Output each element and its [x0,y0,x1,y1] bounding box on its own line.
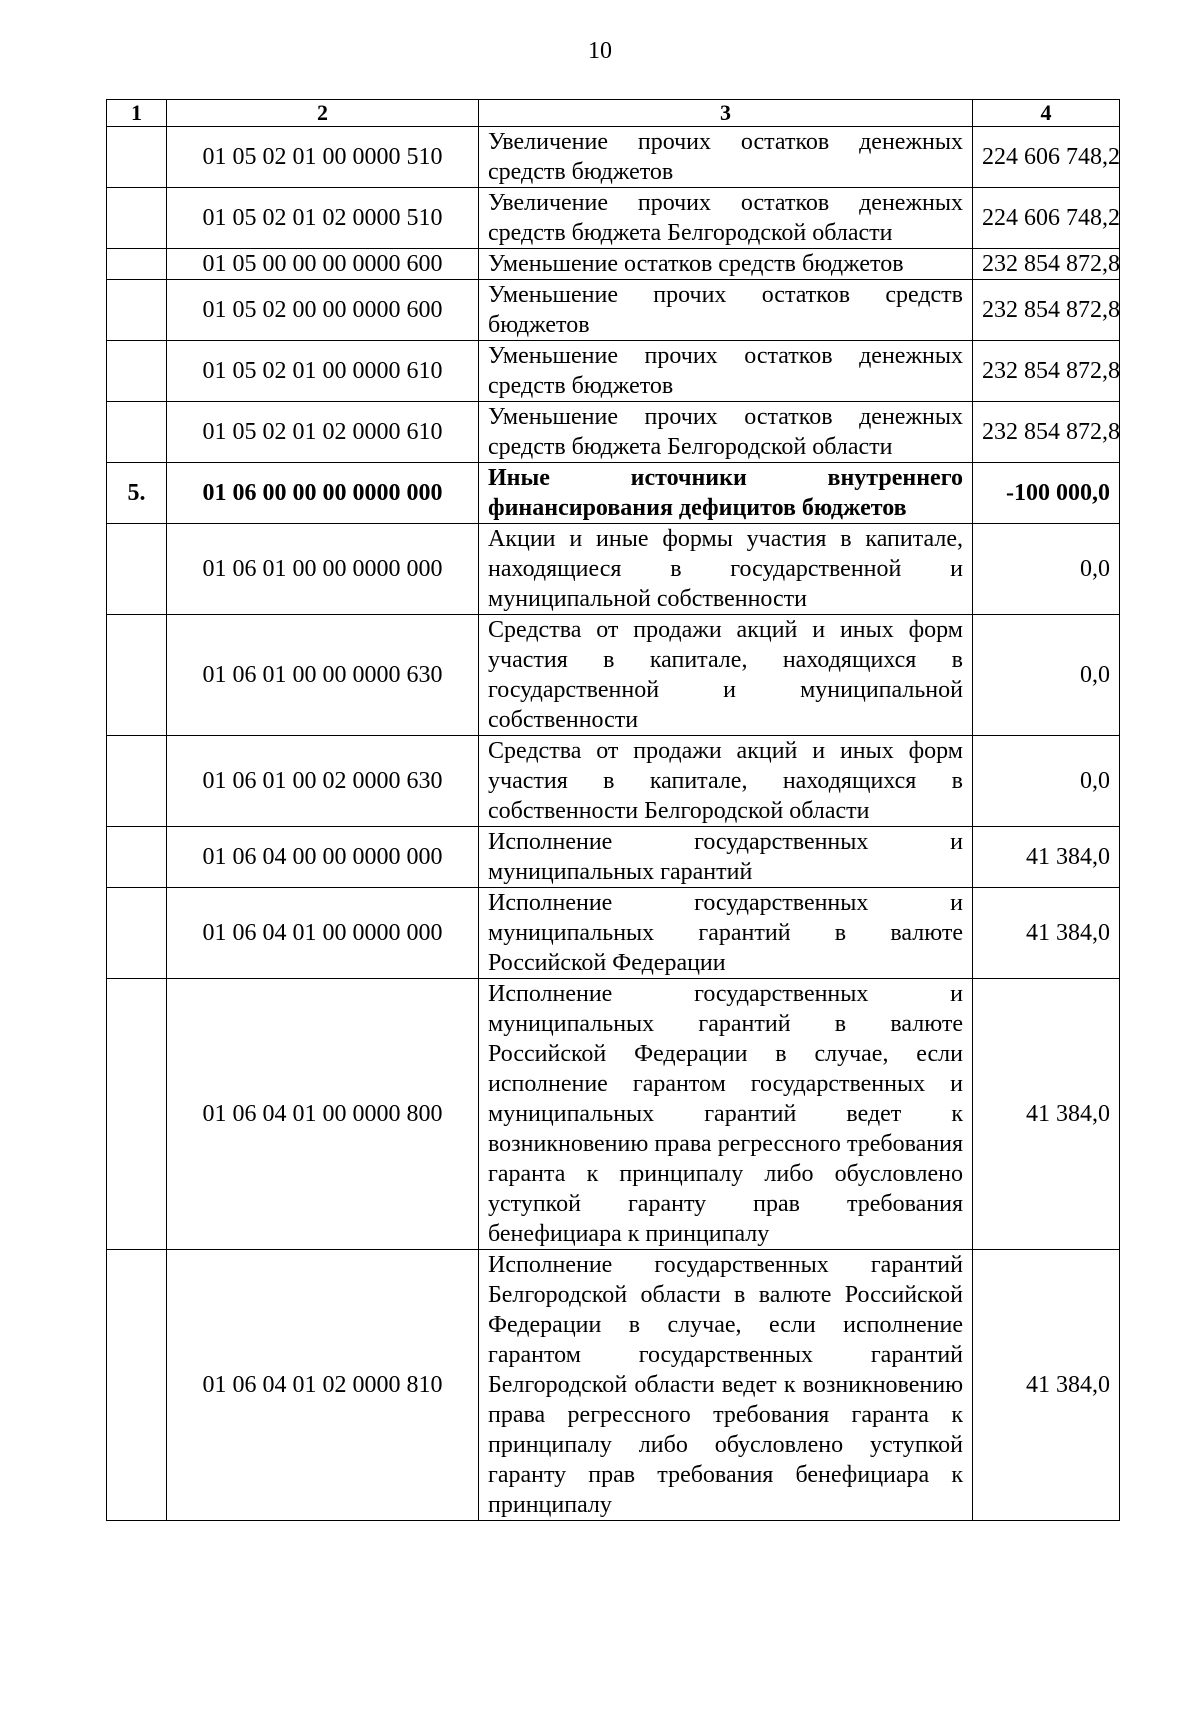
table-row [107,615,1120,736]
budget-code: 01 06 04 00 00 0000 000 [167,827,479,888]
row-number [107,127,167,188]
table-row [107,341,1120,402]
budget-code: 01 06 00 00 00 0000 000 [167,463,479,524]
table-row [107,463,1120,524]
table-row [107,280,1120,341]
table-row [107,402,1120,463]
row-number [107,341,167,402]
source-description: Средства от продажи акций и иных форм участия в капитале, находящихся в собственности Белгородской области [479,736,973,827]
row-number [107,615,167,736]
table-row [107,188,1120,249]
source-description: Уменьшение прочих остатков средств бюджетов [479,280,973,341]
amount-value: 0,0 [973,615,1120,736]
row-number [107,249,167,280]
budget-code: 01 06 04 01 02 0000 810 [167,1250,479,1521]
row-number [107,188,167,249]
amount-value: 232 854 872,8 [973,280,1120,341]
source-description: Иные источники внутреннего финансирования дефицитов бюджетов [479,463,973,524]
amount-value: 0,0 [973,524,1120,615]
budget-sources-table [106,99,1120,1521]
row-number [107,888,167,979]
header-col-2: 2 [167,100,479,127]
row-number [107,280,167,341]
source-description: Акции и иные формы участия в капитале, находящиеся в государственной и муниципальной собственности [479,524,973,615]
row-number: 5. [107,463,167,524]
table-row [107,827,1120,888]
source-description: Средства от продажи акций и иных форм участия в капитале, находящихся в государственной и муниципальной собственности [479,615,973,736]
budget-code: 01 05 02 01 00 0000 610 [167,341,479,402]
source-description: Увеличение прочих остатков денежных средств бюджета Белгородской области [479,188,973,249]
table-row [107,736,1120,827]
budget-code: 01 05 00 00 00 0000 600 [167,249,479,280]
row-number [107,827,167,888]
table-row [107,979,1120,1250]
amount-value: -100 000,0 [973,463,1120,524]
budget-code: 01 05 02 01 02 0000 610 [167,402,479,463]
source-description: Исполнение государственных и муниципальных гарантий в валюте Российской Федерации в случае, если исполнение гарантом государственных и муниципальных гарантий ведет к возникновению права регрессного требования гаранта к принципалу либо обусловлено уступкой гаранту прав требования бенефициара к принципалу [479,979,973,1250]
amount-value: 41 384,0 [973,888,1120,979]
budget-code: 01 06 01 00 00 0000 630 [167,615,479,736]
amount-value: 232 854 872,8 [973,249,1120,280]
amount-value: 41 384,0 [973,827,1120,888]
budget-code: 01 05 02 01 02 0000 510 [167,188,479,249]
table-header [107,100,1120,127]
amount-value: 224 606 748,2 [973,188,1120,249]
row-number [107,979,167,1250]
source-description: Уменьшение прочих остатков денежных средств бюджетов [479,341,973,402]
row-number [107,1250,167,1521]
source-description: Уменьшение остатков средств бюджетов [479,249,973,280]
budget-code: 01 06 04 01 00 0000 000 [167,888,479,979]
source-description: Исполнение государственных гарантий Белгородской области в валюте Российской Федерации в случае, если исполнение гарантом государственных гарантий Белгородской области ведет к возникновению права регрессного требования гаранта к принципалу либо обусловлено уступкой гаранту прав требования бенефициара к принципалу [479,1250,973,1521]
source-description: Уменьшение прочих остатков денежных средств бюджета Белгородской области [479,402,973,463]
table-row [107,249,1120,280]
header-row [107,100,1120,127]
amount-value: 0,0 [973,736,1120,827]
table-row [107,1250,1120,1521]
row-number [107,402,167,463]
header-col-4: 4 [973,100,1120,127]
table-row [107,127,1120,188]
header-col-3: 3 [479,100,973,127]
budget-code: 01 05 02 01 00 0000 510 [167,127,479,188]
amount-value: 41 384,0 [973,1250,1120,1521]
source-description: Исполнение государственных и муниципальных гарантий [479,827,973,888]
source-description: Исполнение государственных и муниципальных гарантий в валюте Российской Федерации [479,888,973,979]
budget-code: 01 06 04 01 00 0000 800 [167,979,479,1250]
amount-value: 232 854 872,8 [973,402,1120,463]
table-row [107,524,1120,615]
page-number: 10 [588,38,612,64]
amount-value: 224 606 748,2 [973,127,1120,188]
row-number [107,736,167,827]
header-col-1: 1 [107,100,167,127]
budget-code: 01 05 02 00 00 0000 600 [167,280,479,341]
row-number [107,524,167,615]
amount-value: 232 854 872,8 [973,341,1120,402]
amount-value: 41 384,0 [973,979,1120,1250]
budget-code: 01 06 01 00 02 0000 630 [167,736,479,827]
table-row [107,888,1120,979]
table-body [107,127,1120,1521]
budget-code: 01 06 01 00 00 0000 000 [167,524,479,615]
source-description: Увеличение прочих остатков денежных средств бюджетов [479,127,973,188]
